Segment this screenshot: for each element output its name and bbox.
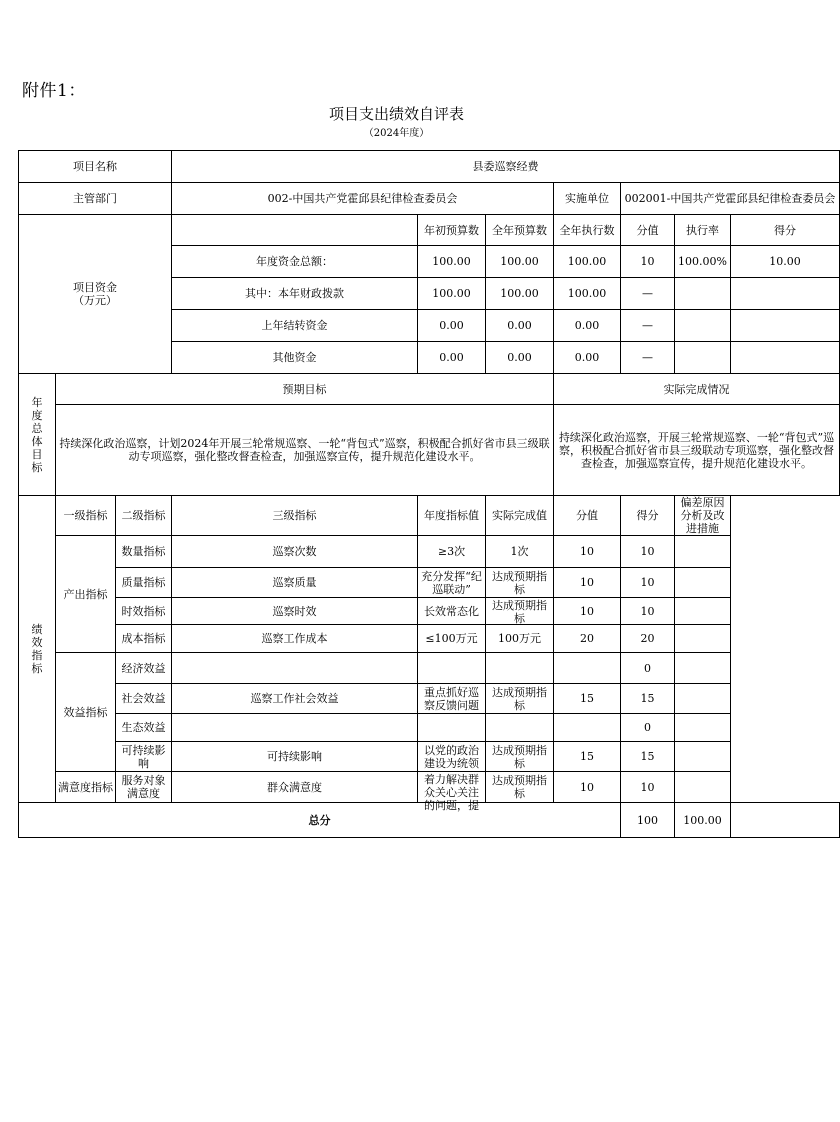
reason-cell: [675, 625, 731, 653]
goals-expected-header: 预期目标: [56, 374, 554, 405]
goals-label: 年度总体目标: [19, 374, 56, 496]
level2-cell: 可持续影响: [116, 742, 172, 772]
level2-cell: 质量指标: [116, 568, 172, 598]
level3-cell: [172, 653, 418, 684]
project-name-label: 项目名称: [19, 151, 172, 183]
implementer-value: 002001-中国共产党霍邱县纪律检查委员会: [621, 183, 840, 215]
weight-cell: 10: [554, 536, 621, 568]
indicator-row: [19, 625, 840, 653]
reason-cell: [675, 536, 731, 568]
funds-row-name: 其中：本年财政拨款: [172, 278, 418, 310]
funds-header-executed: 全年执行数: [554, 215, 621, 246]
self-evaluation-table: [18, 150, 840, 838]
total-label: 总分: [19, 803, 621, 838]
level2-cell: 经济效益: [116, 653, 172, 684]
weight-cell: 10: [554, 772, 621, 803]
level3-cell: 巡察质量: [172, 568, 418, 598]
actual-cell: [486, 684, 554, 714]
level3-cell: 可持续影响: [172, 742, 418, 772]
level2-cell: 生态效益: [116, 714, 172, 742]
indicator-row: [19, 598, 840, 625]
actual-text: 达成预期指标: [492, 598, 548, 625]
funds-header-initial: 年初预算数: [418, 215, 486, 246]
target-cell: ≥3次: [418, 536, 486, 568]
indicators-label: 绩效指标: [19, 496, 56, 803]
target-text: 以党的政治建设为统领: [424, 743, 480, 770]
funds-row-rate: [675, 310, 731, 342]
reason-cell: [675, 772, 731, 803]
weight-cell: 15: [554, 742, 621, 772]
department-value: 002-中国共产党霍邱县纪律检查委员会: [172, 183, 554, 215]
funds-row-annual: 100.00: [486, 278, 554, 310]
score-cell: 15: [621, 684, 675, 714]
header-weight: 分值: [554, 496, 621, 536]
funds-row-initial: 0.00: [418, 342, 486, 374]
actual-cell: [486, 598, 554, 625]
header-level3: 三级指标: [172, 496, 418, 536]
funds-row-weight: —: [621, 342, 675, 374]
implementer-label: 实施单位: [554, 183, 621, 215]
header-reason: 偏差原因分析及改进措施: [675, 496, 731, 536]
level2-cell: 成本指标: [116, 625, 172, 653]
target-cell: [418, 684, 486, 714]
target-text: 着力解决群众关心关注的问题，提: [424, 773, 480, 812]
indicator-row: [19, 714, 840, 742]
funds-row-score: [731, 342, 840, 374]
reason-cell: [675, 598, 731, 625]
target-cell: [418, 653, 486, 684]
project-name-value: 县委巡察经费: [172, 151, 840, 183]
indicator-row: [19, 772, 840, 803]
weight-cell: 15: [554, 684, 621, 714]
funds-row-score: [731, 310, 840, 342]
header-actual: 实际完成值: [486, 496, 554, 536]
funds-row-executed: 100.00: [554, 278, 621, 310]
score-cell: 10: [621, 772, 675, 803]
weight-cell: 10: [554, 568, 621, 598]
target-text: 充分发挥“纪巡联动”: [421, 569, 482, 596]
weight-cell: [554, 714, 621, 742]
indicator-row: [19, 653, 840, 684]
reason-cell: [675, 742, 731, 772]
header-score: 得分: [621, 496, 675, 536]
level1-benefit: 效益指标: [56, 653, 116, 772]
funds-row-name: 上年结转资金: [172, 310, 418, 342]
level3-cell: 巡察时效: [172, 598, 418, 625]
level3-cell: [172, 714, 418, 742]
page-title: 项目支出绩效自评表: [328, 105, 464, 123]
level3-cell: 群众满意度: [172, 772, 418, 803]
actual-cell: [486, 568, 554, 598]
score-cell: 20: [621, 625, 675, 653]
funds-row-name: 年度资金总额：: [172, 246, 418, 278]
score-cell: 10: [621, 568, 675, 598]
actual-text: 达成预期指标: [492, 743, 548, 770]
score-cell: 15: [621, 742, 675, 772]
total-weight: 100: [621, 803, 675, 838]
score-cell: 0: [621, 714, 675, 742]
level3-cell: 巡察工作成本: [172, 625, 418, 653]
funds-row-initial: 100.00: [418, 246, 486, 278]
actual-text: 达成预期指标: [492, 685, 548, 712]
funds-row-rate: [675, 342, 731, 374]
funds-row-weight: —: [621, 278, 675, 310]
funds-row-annual: 100.00: [486, 246, 554, 278]
actual-cell: [486, 772, 554, 803]
funds-row-initial: 100.00: [418, 278, 486, 310]
funds-row-executed: 0.00: [554, 342, 621, 374]
target-cell: [418, 714, 486, 742]
actual-cell: [486, 742, 554, 772]
funds-row-weight: —: [621, 310, 675, 342]
funds-header-rate: 执行率: [675, 215, 731, 246]
actual-cell: [486, 714, 554, 742]
header-level2: 二级指标: [116, 496, 172, 536]
actual-text: 达成预期指标: [492, 774, 548, 800]
actual-text: 达成预期指标: [492, 569, 548, 596]
project-name-row: [19, 151, 840, 183]
funds-row-score: 10.00: [731, 246, 840, 278]
funds-row-executed: 100.00: [554, 246, 621, 278]
reason-cell: [675, 684, 731, 714]
level2-cell: 服务对象满意度: [116, 772, 172, 803]
level2-cell: 数量指标: [116, 536, 172, 568]
year-subtitle: （2024年度）: [363, 128, 430, 139]
funds-header-annual: 全年预算数: [486, 215, 554, 246]
indicators-header-row: [19, 496, 840, 536]
funds-row-initial: 0.00: [418, 310, 486, 342]
actual-cell: 1次: [486, 536, 554, 568]
target-cell: ≤100万元: [418, 625, 486, 653]
goals-actual-header: 实际完成情况: [554, 374, 840, 405]
funds-label: 项目资金 （万元）: [19, 215, 172, 374]
funds-row-rate: 100.00%: [675, 246, 731, 278]
funds-header-score: 得分: [731, 215, 840, 246]
indicator-row: [19, 568, 840, 598]
header-target: 年度指标值: [418, 496, 486, 536]
score-cell: 10: [621, 536, 675, 568]
weight-cell: [554, 653, 621, 684]
weight-cell: 20: [554, 625, 621, 653]
funds-header-weight: 分值: [621, 215, 675, 246]
score-cell: 0: [621, 653, 675, 684]
actual-cell: 100万元: [486, 625, 554, 653]
level1-output: 产出指标: [56, 536, 116, 653]
level2-cell: 时效指标: [116, 598, 172, 625]
total-reason: [731, 803, 840, 838]
level2-cell: 社会效益: [116, 684, 172, 714]
target-cell: [418, 772, 486, 812]
level3-cell: 巡察次数: [172, 536, 418, 568]
goals-header-row: [19, 374, 840, 405]
funds-row-weight: 10: [621, 246, 675, 278]
score-cell: 10: [621, 598, 675, 625]
indicator-row: [19, 536, 840, 568]
target-cell: [418, 568, 486, 598]
indicator-row: [19, 684, 840, 714]
funds-row-executed: 0.00: [554, 310, 621, 342]
funds-row-score: [731, 278, 840, 310]
goals-text-row: [19, 405, 840, 496]
funds-row-annual: 0.00: [486, 342, 554, 374]
goals-actual-text: 持续深化政治巡察，开展三轮常规巡察、一轮“背包式”巡察，积极配合抓好省市县三级联动专项巡察，强化整改督查检查，加强巡察宣传，提升规范化建设水平。: [554, 405, 840, 496]
reason-cell: [675, 568, 731, 598]
total-score: 100.00: [675, 803, 731, 838]
reason-cell: [675, 653, 731, 684]
funds-row-rate: [675, 278, 731, 310]
reason-cell: [675, 714, 731, 742]
funds-header-blank: [172, 215, 418, 246]
department-row: [19, 183, 840, 215]
goals-expected-text: 持续深化政治巡察，计划2024年开展三轮常规巡察、一轮“背包式”巡察，积极配合抓好省市县三级联动专项巡察，强化整改督查检查，加强巡察宣传，提升规范化建设水平。: [56, 405, 554, 496]
funds-row-annual: 0.00: [486, 310, 554, 342]
target-text: 重点抓好巡察反馈问题: [424, 685, 480, 712]
target-cell: [418, 742, 486, 772]
header-level1: 一级指标: [56, 496, 116, 536]
actual-cell: [486, 653, 554, 684]
funds-header-row: [19, 215, 840, 246]
level3-cell: 巡察工作社会效益: [172, 684, 418, 714]
level1-satisfaction: 满意度指标: [56, 772, 116, 803]
funds-row-name: 其他资金: [172, 342, 418, 374]
weight-cell: 10: [554, 598, 621, 625]
target-cell: 长效常态化: [418, 598, 486, 625]
department-label: 主管部门: [19, 183, 172, 215]
attachment-label: 附件1：: [22, 81, 86, 101]
indicator-row: [19, 742, 840, 772]
